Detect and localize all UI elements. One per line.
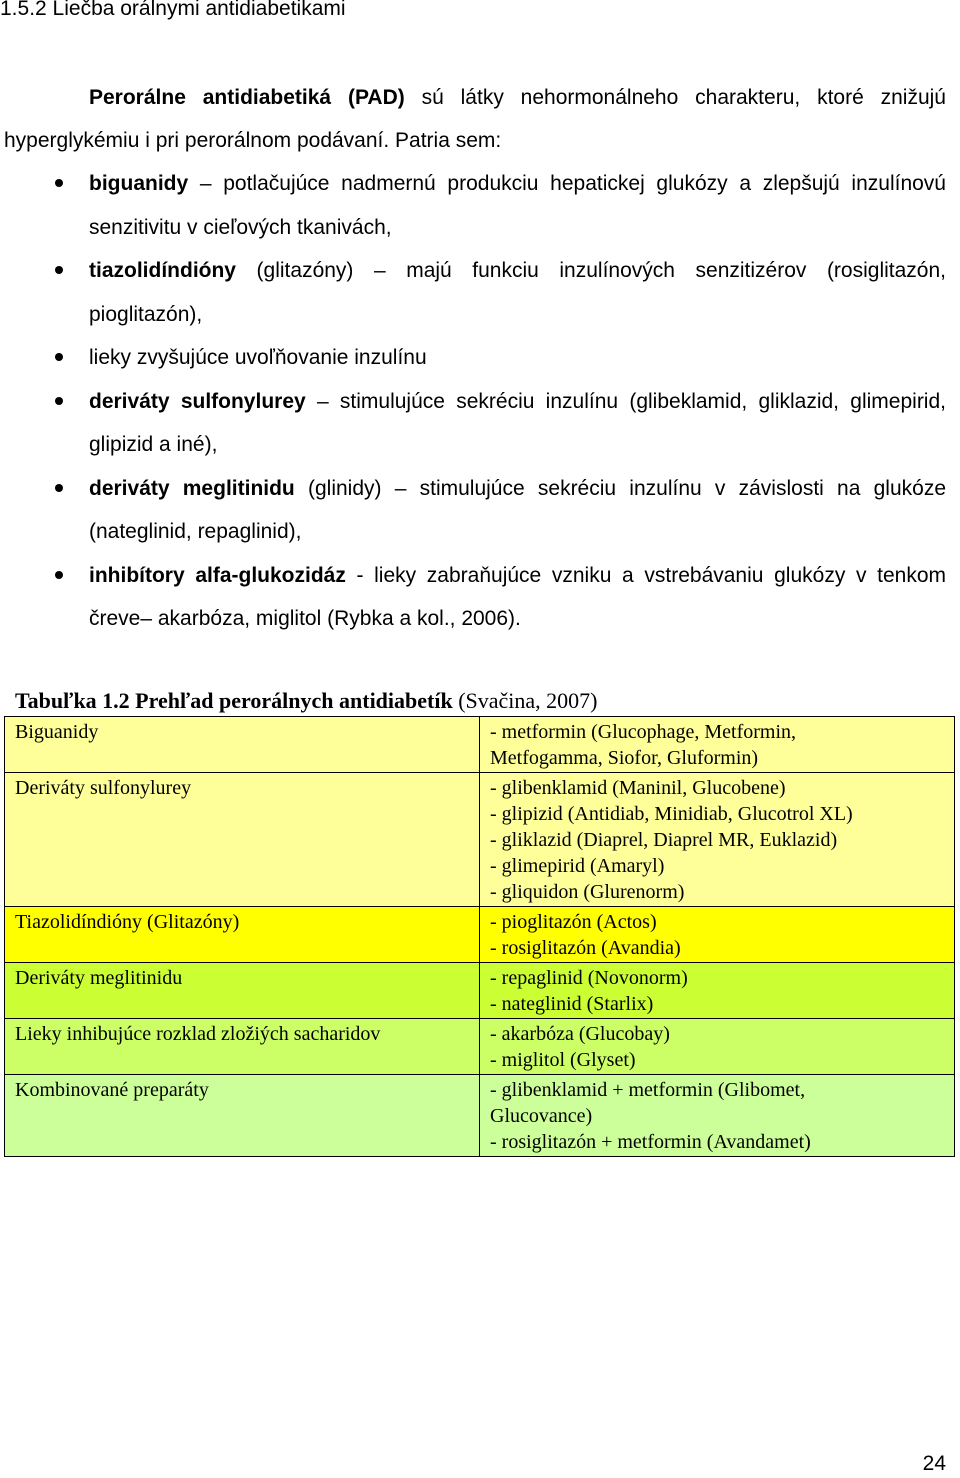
page-number: 24 [922,1452,946,1475]
drug-list-cell [480,1019,955,1075]
list-item-term: deriváty sulfonylurey [89,389,306,413]
drug-table [4,716,955,1157]
table-caption [15,686,598,716]
drug-list-cell [480,907,955,963]
drug-class-cell: Tiazolidíndióny (Glitazóny) [5,907,480,963]
drug-item: - rosiglitazón + metformin (Avandamet) [490,1131,811,1153]
drug-list-cell [480,717,955,773]
table-row [5,773,955,907]
table-row [5,907,955,963]
intro-term: Perorálne antidiabetiká (PAD) [89,86,405,109]
list-item-text: lieky zvyšujúce uvoľňovanie inzulínu [89,346,427,369]
table-row [5,963,955,1019]
drug-item: Glucovance) [490,1105,593,1127]
drug-item: - pioglitazón (Actos) [490,911,657,933]
list-item-text: – stimulujúce sekréciu inzulínu (glibeklamid, gliklazid, glimepirid, glipizid a iné), [89,389,946,456]
drug-item: - glibenklamid (Maninil, Glucobene) [490,777,786,799]
list-item-term: deriváty meglitinidu [89,476,295,500]
drug-list-cell [480,1075,955,1157]
list-item-term: tiazolidíndióny [89,259,236,282]
list-item [89,380,946,467]
drug-item: - glipizid (Antidiab, Minidiab, Glucotrol XL) [490,803,853,825]
drug-item: - gliklazid (Diaprel, Diaprel MR, Euklazid) [490,829,838,851]
list-item-text: - lieky zabraňujúce vzniku a vstrebávaniu glukózy v tenkom čreve– akarbóza, miglitol (Rybka a kol., 2006). [89,563,946,630]
list-item-text: (glinidy) – stimulujúce sekréciu inzulínu v závislosti na glukóze (nateglinid, repaglinid), [89,476,946,543]
drug-item: - akarbóza (Glucobay) [490,1023,670,1045]
list-item-text: (glitazóny) – majú funkciu inzulínových senzitizérov (rosiglitazón, pioglitazón), [89,259,946,326]
drug-item: - gliquidon (Glurenorm) [490,881,685,903]
list-item [89,467,946,554]
intro-paragraph [4,76,946,162]
list-item-term: biguanidy [89,172,189,195]
drug-item: - nateglinid (Starlix) [490,993,654,1015]
drug-item: - glimepirid (Amaryl) [490,855,665,877]
drug-item: - repaglinid (Novonorm) [490,967,688,989]
drug-class-cell: Deriváty sulfonylurey [5,773,480,907]
table-caption-source: (Svačina, 2007) [452,688,598,713]
list-item [89,554,946,641]
drug-class-cell: Deriváty meglitinidu [5,963,480,1019]
table-row [5,1075,955,1157]
table-caption-title: Tabuľka 1.2 Prehľad perorálnych antidiabetík [15,688,453,713]
drug-item: Metfogamma, Siofor, Gluformin) [490,747,759,769]
drug-class-cell: Kombinované preparáty [5,1075,480,1157]
list-item [89,336,946,380]
list-item [89,249,946,336]
list-item-text: – potlačujúce nadmernú produkciu hepatickej glukózy a zlepšujú inzulínovú senzitivitu v cieľových tkanivách, [89,172,946,239]
drug-item: - miglitol (Glyset) [490,1049,636,1071]
drug-class-cell: Lieky inhibujúce rozklad zložiých sacharidov [5,1019,480,1075]
drug-item: - rosiglitazón (Avandia) [490,937,681,959]
list-item-term: inhibítory alfa-glukozidáz [89,563,346,587]
drug-table-body [5,717,955,1157]
drug-item: - metformin (Glucophage, Metformin, [490,721,797,743]
section-heading: 1.5.2 Liečba orálnymi antidiabetikami [0,0,346,20]
drug-list-cell [480,963,955,1019]
drug-class-cell: Biguanidy [5,717,480,773]
intro-text: sú látky nehormonálneho charakteru, ktoré znižujú hyperglykémiu i pri perorálnom podávaní. Patria sem: [4,86,946,152]
list-item [89,162,946,249]
drug-list-cell [480,773,955,907]
drug-item: - glibenklamid + metformin (Glibomet, [490,1079,806,1101]
table-row [5,717,955,773]
drug-class-list [89,162,946,641]
table-row [5,1019,955,1075]
